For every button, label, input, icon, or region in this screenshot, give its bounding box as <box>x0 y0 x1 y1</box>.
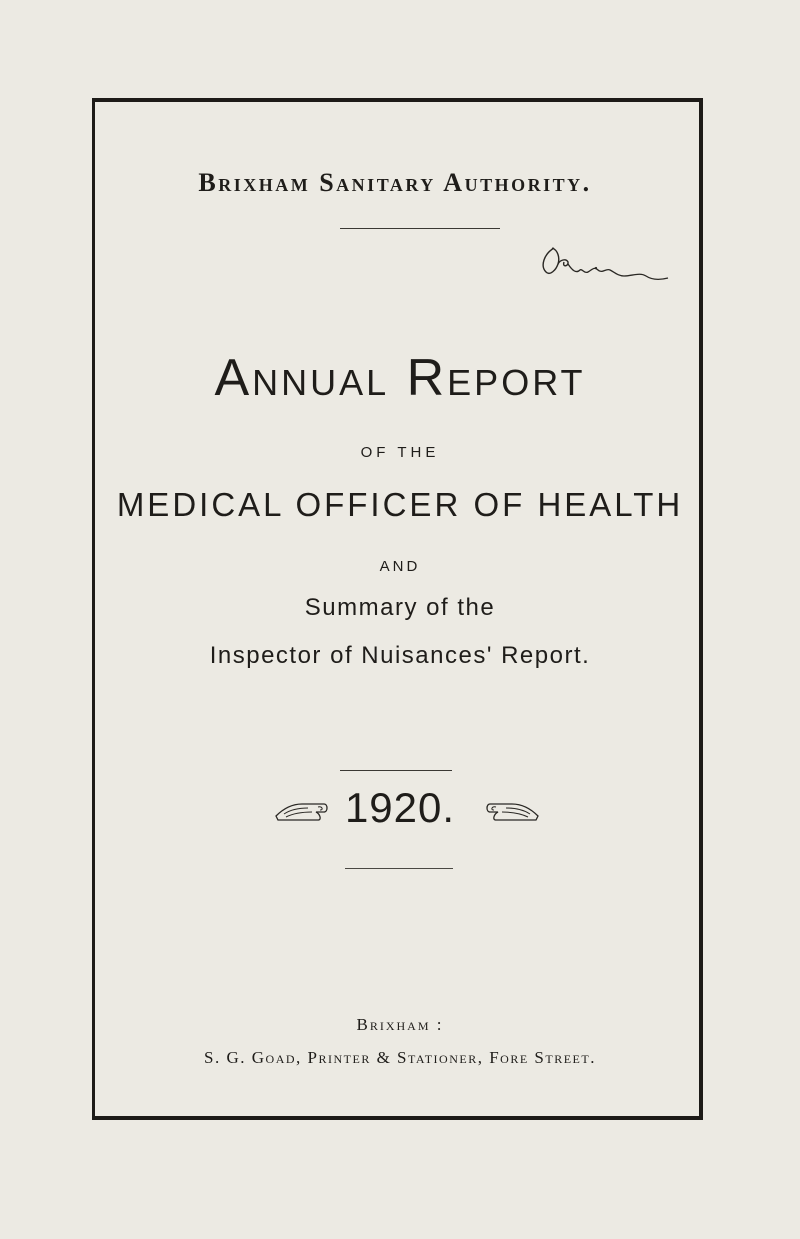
and-label: AND <box>379 558 421 575</box>
of-the-label: OF THE <box>360 444 440 461</box>
year-top-rule <box>340 770 452 771</box>
handwritten-signature <box>536 240 686 300</box>
summary-line-2: Inspector of Nuisances' Report. <box>209 642 591 669</box>
summary-line-1: Summary of the <box>304 594 496 621</box>
year-bottom-rule <box>345 868 453 869</box>
report-year: 1920. <box>344 784 456 831</box>
divider-rule <box>340 228 500 229</box>
imprint-printer: S. G. Goad, Printer & Stationer, Fore Street. <box>204 1048 596 1067</box>
imprint-place: Brixham : <box>356 1015 444 1034</box>
officer-title: MEDICAL OFFICER OF HEALTH <box>116 486 684 523</box>
report-title: Annual Report <box>214 349 586 407</box>
ornament-right-icon <box>484 796 542 824</box>
authority-heading: Brixham Sanitary Authority. <box>198 168 592 197</box>
